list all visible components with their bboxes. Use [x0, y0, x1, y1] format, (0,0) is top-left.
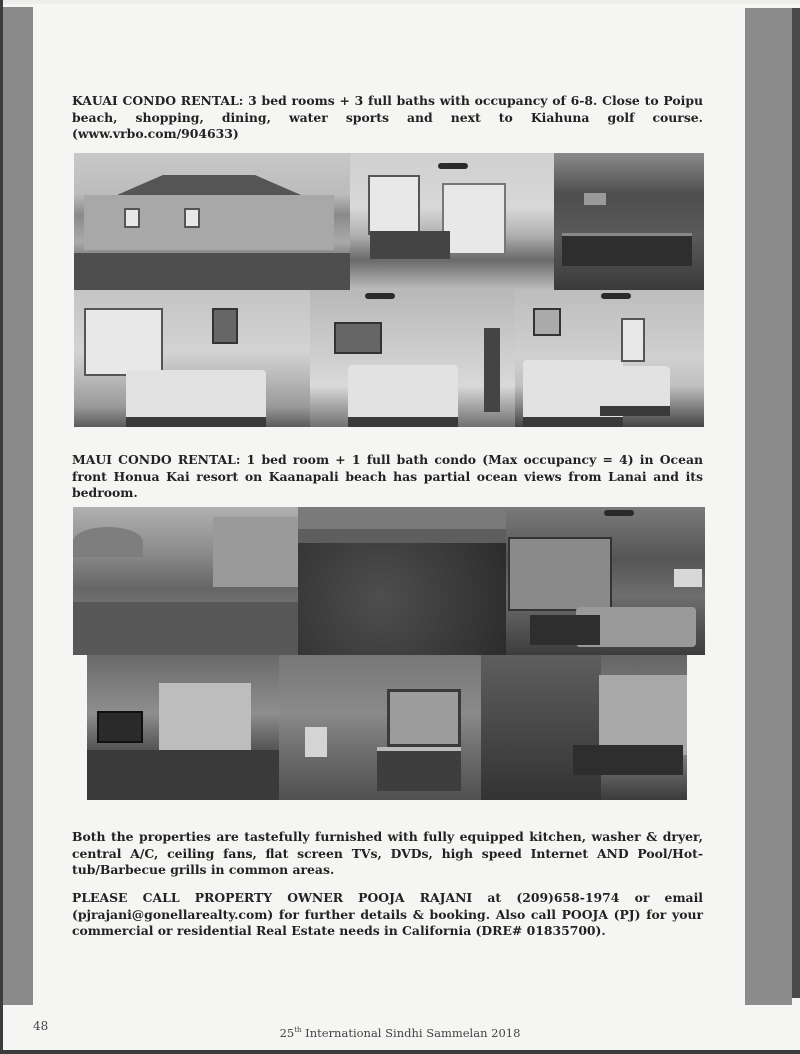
kauai-living-room-photo — [350, 153, 554, 290]
contact-text: PLEASE CALL PROPERTY OWNER POOJA RAJANI at (209)658-1974 or email (pjrajani@gonellarealty.com) for further details & booking. Also call POOJA (PJ) for your commercial or residential Real Estate needs in California (DRE# 01835700). — [72, 890, 703, 939]
kauai-second-bedroom-photo — [310, 290, 515, 427]
maui-ocean-view-grounds-photo — [298, 507, 506, 655]
maui-resort-pool-photo — [73, 507, 298, 655]
ceiling-fan-icon — [604, 510, 634, 516]
maui-lanai-photo — [481, 655, 687, 800]
ceiling-fan-icon — [365, 293, 395, 299]
kauai-description: 3 bed rooms + 3 full baths with occupancy of 6-8. Close to Poipu beach, shopping, dining, water sports and next to Kiahuna golf course. (www.vrbo.com/904633) — [72, 93, 703, 142]
amenities-text: Both the properties are tastefully furnished with fully equipped kitchen, washer & dryer, central A/C, ceiling fans, flat screen TVs, DVDs, high speed Internet AND Pool/Hot-tub/Barbecue grills in common areas. — [72, 829, 703, 878]
title-superscript: th — [294, 1026, 302, 1035]
kauai-heading: KAUAI CONDO RENTAL: — [72, 93, 244, 109]
maui-bedroom-photo — [87, 655, 279, 800]
publication-title — [0, 1026, 800, 1040]
left-margin-bar — [3, 7, 33, 1005]
right-scan-edge — [792, 8, 800, 998]
ceiling-fan-icon — [438, 163, 468, 169]
maui-listing-text — [72, 452, 703, 502]
kauai-exterior-building-photo — [74, 153, 350, 290]
right-margin-bar — [745, 8, 792, 1005]
maui-description: 1 bed room + 1 full bath condo (Max occupancy = 4) in Ocean front Honua Kai resort on Kaanapali beach has partial ocean views from Lanai and its bedroom. — [72, 452, 703, 501]
title-prefix: 25 — [279, 1026, 295, 1040]
kauai-listing-text — [72, 93, 703, 143]
maui-heading: MAUI CONDO RENTAL: — [72, 452, 241, 468]
bottom-scan-edge — [0, 1050, 800, 1054]
ceiling-fan-icon — [601, 293, 631, 299]
page-number: 48 — [33, 1019, 49, 1033]
top-edge — [0, 0, 800, 4]
maui-bathroom-photo — [279, 655, 481, 800]
maui-living-room-photo — [506, 507, 705, 655]
title-rest: International Sindhi Sammelan 2018 — [301, 1026, 521, 1040]
kauai-twin-bedroom-photo — [515, 290, 704, 427]
kauai-kitchen-photo — [554, 153, 704, 290]
kauai-master-bedroom-photo — [74, 290, 310, 427]
